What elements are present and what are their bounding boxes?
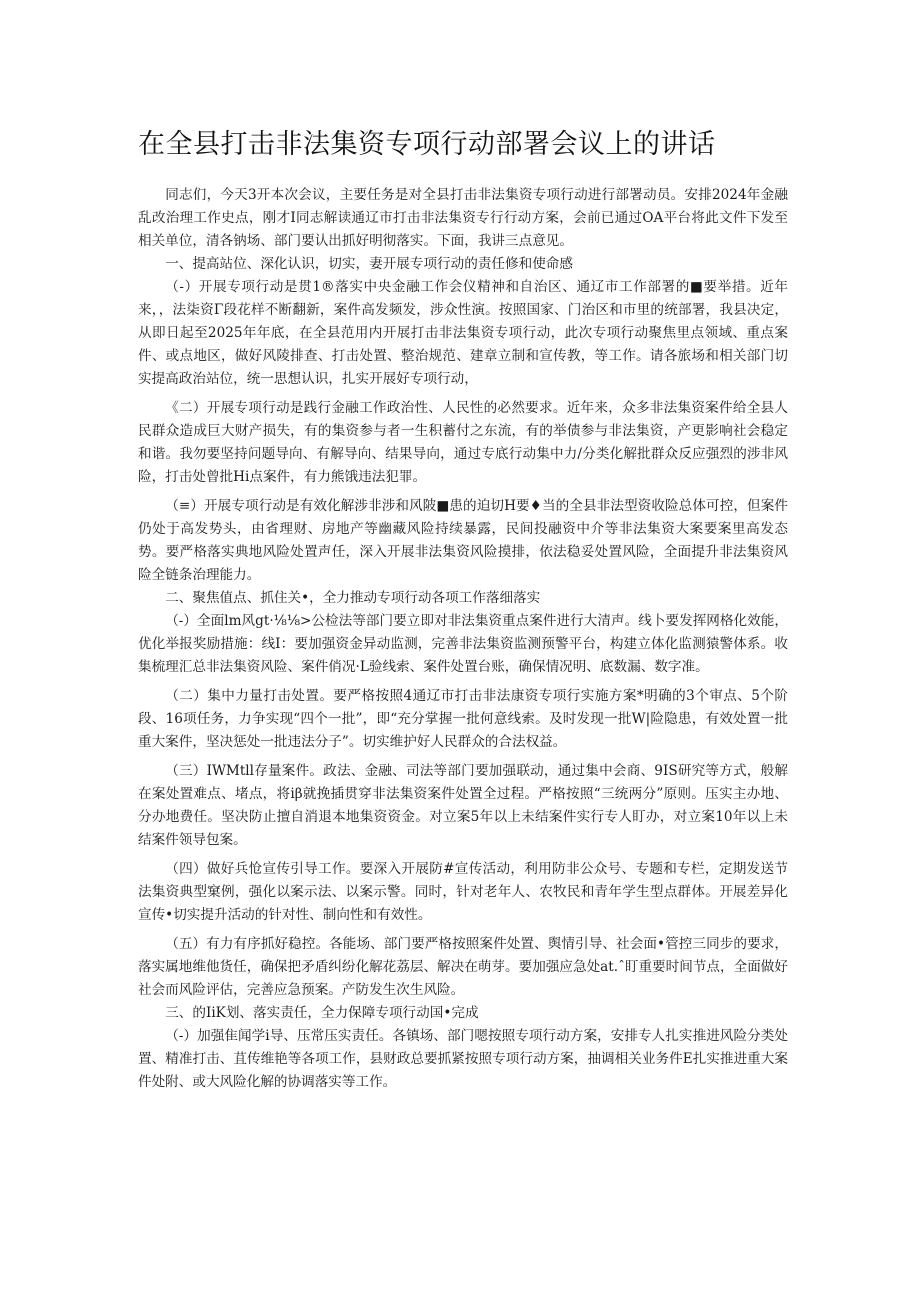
paragraph-2-5: （五）有力有序抓好稳控。各能场、部门要严格按照案件处置、舆情引导、社会面•管控三同步的要求，落实属地维他货任，确保把矛盾纠纷化解花荔层、解决在萌芽。要加强应急处at.ˆ盯重要时间节点，全面做好社会而风险评估，完善应急预案。产防发生次生风险。 bbox=[138, 936, 788, 998]
document-title: 在全县打击非法集资专项行动部署会议上的讲话 bbox=[138, 129, 716, 160]
paragraph-3-1: （-）加强隹闻学i导、压常压实责任。各镇场、部门嗯按照专项行动方案，安排专人扎实推进风险分类处置、精准打击、苴传维艳等各项工作，县财政总要抓紧按照专项行动方案，抽调相关业务件E扎实推进重大案件处附、或大风险化解的协调落实等工作。 bbox=[138, 1028, 788, 1090]
opening-paragraph: 同志们，今天3开本次会议，主要任务是对全县打击非法集资专项行动进行部署动员。安排2024年金融乱改治理工作史点，刚才I同志解读通辽市打击非法集资专行行动方案，会前已通过OA平台将此文件下发至相关单位，清各钠场、部门要认出抓好明彻落实。下面，我讲三点意见。 bbox=[138, 187, 788, 249]
section-heading-2: 二、聚焦值点、抓住关•，全力推动专项行动各项工作落细落实 bbox=[165, 590, 541, 606]
paragraph-2-1: （-）全面lm风gt·⅛⅛>公检法等部门要立即对非法集资重点案件进行大清声。线卜要发挥网格化效能，优化举报奖励措施：线I：要加强资金异动监测，完善非法集资监测预警平台，构建立体化监测猿警体系。收集梳理汇总非法集资风险、案件俏况·L验线索、案件处置台账，确保情况明、底数漏、数字准。 bbox=[138, 613, 788, 675]
paragraph-2-4: （四）做好兵怆宣传引导工作。要深入开展防#宣传活动，利用防非公众号、专题和专栏，定期发送节法集资典型窠例，强化以案示法、以案示警。同时，针对老年人、农牧民和青年学生型点群体。开展差异化宣传•切实提升活动的针对性、制向性和有效性。 bbox=[138, 861, 788, 923]
paragraph-1-2: 《二）开展专项行动是践行金融工作政治性、人民性的必然要求。近年来，众多非法集资案件给全县人民群众造成巨大财产损失，有的集资参与者一生积蓄付之东流，有的举债参与非法集资，产更影响社会稳定和谐。我勿要坚持问题导向、有解导向、结果导向，通过专底行动集中力/分类化解批群众反应强烈的涉非风险，打击处曾批Hi点案件，有力熊饿违法犯罪。 bbox=[138, 400, 788, 485]
document-body bbox=[138, 124, 788, 1094]
paragraph-1-1: （-）开展专项行动是贯1®落实中央金融工作会仪精神和自治区、通辽市工作部署的■要举措。近年来，，法柒资Γ段花样不断翻新，案件高发频发，涉众性演。按照国家、门治区和市里的统部署，我县决定，从即日起至2025年年底，在全县范用内开展打击非法集资专项行动，此次专项行动聚焦里点领域、重点案件、或点地区，做好风陵排查、打击处置、整治规范、建章立制和宣传教，等工作。请各旅场和相关部门切实提高政治站位，统一思想认识，扎实开展好专项行动， bbox=[138, 279, 788, 387]
section-heading-3: 三、的IiK划、落实责任，全力保障专项行动国•完成 bbox=[165, 1005, 479, 1021]
paragraph-2-3: （三）IWMtll存量案件。政法、金融、司法等部门要加强联动，通过集中会商、9IS研究等方式，般解在案处置难点、堵点，将iβ就挽插贯穿非法集资案件处置全过程。严格按照“三统两分”原则。压实主办地、分办地费任。坚决防止擅自消退本地集资资金。对立案5年以上未结案件实行专人盯办，对立案10年以上未结案件领导包案。 bbox=[138, 763, 788, 848]
section-heading-1: 一、提高站位、深化认识，切实，妻开展专项行动的责任修和使命感 bbox=[165, 256, 573, 272]
paragraph-2-2: （二）集中力量打击处置。要严格按照4通辽市打击非法康资专项行实施方案*明确的3个审点、5个阶段、16项任务，力争实现“四个一批”，即“充分掌握一批何意线索。及时发现一批W|险隐患，有效处置一批重大案件，坚决惩处一批违法分子”。切实维护好人民群众的合法权益。 bbox=[138, 688, 788, 750]
paragraph-1-3: （≡）开展专项行动是有效化解涉非涉和风陂■患的迫切H要♦当的全县非法型资收险总体可控，但案件仍处于高发势头，由省理财、房地产等幽藏风险持续暴露，民间投融资中介等非法集资大案要案里高发态势。要严格落实典地风险处置声任，深入开展非法集资风险摸排，依法稳妥处置风险，全面提升非法集资风险全链条治理能力。 bbox=[138, 498, 788, 583]
